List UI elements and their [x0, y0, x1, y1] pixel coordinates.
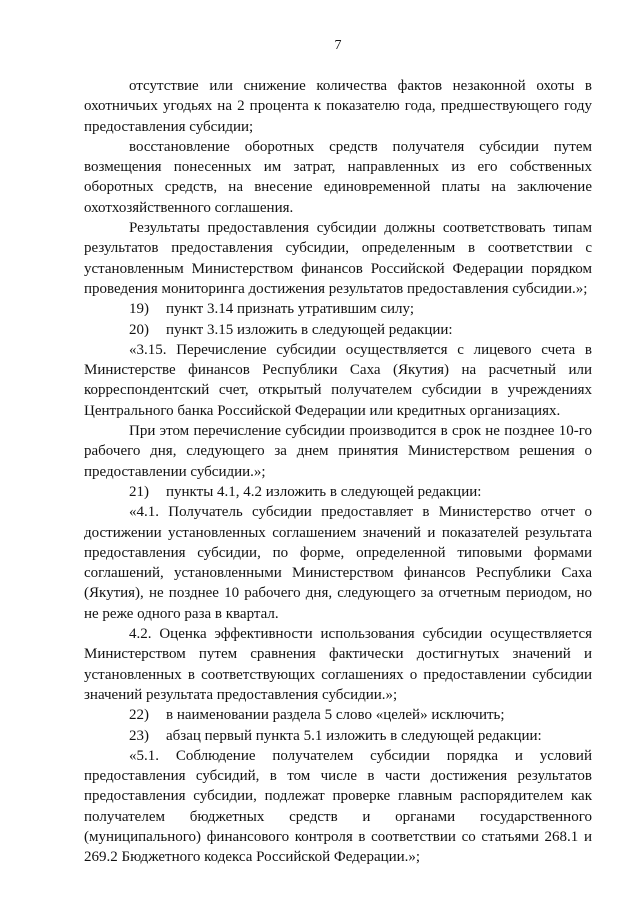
- body-paragraph: «3.15. Перечисление субсидии осуществляется с лицевого счета в Министерстве финансов Республики Саха (Якутия) на расчетный или корреспондентский счет, открытый получателем субсидии в учреждениях Центрального банка Российской Федерации или кредитных организациях.: [84, 341, 592, 419]
- list-item-text: пункт 3.14 признать утратившим силу;: [166, 301, 415, 318]
- body-paragraph: «4.1. Получатель субсидии предоставляет в Министерство отчет о достижении установленных соглашением значений и показателей результата предоставления субсидии, по форме, определенной типовыми формами соглашений, установленными Министерством финансов Республики Саха (Якутия), не позднее 10 рабочего дня, следующего за отчетным периодом, но не реже одного раза в квартал.: [84, 504, 592, 622]
- list-item-number: 20): [129, 321, 149, 338]
- body-paragraph: 4.2. Оценка эффективности использования субсидии осуществляется Министерством путем сравнения фактически достигнутых значений и установленных в соответствующих соглашениях о предоставлении субсидии значений результата предоставления субсидии.»;: [84, 626, 592, 703]
- list-item-text: пункт 3.15 изложить в следующей редакции:: [166, 321, 453, 338]
- list-item: [84, 299, 592, 319]
- body-paragraph: восстановление оборотных средств получателя субсидии путем возмещения понесенных им затрат, направленных из его собственных оборотных средств, на внесение единовременной платы на заключение охотхозяйственного соглашения.: [84, 138, 592, 216]
- body-paragraph: отсутствие или снижение количества фактов незаконной охоты в охотничьих угодьях на 2 процента к показателю года, предшествующего году предоставления субсидии;: [84, 78, 592, 135]
- body-paragraph: Результаты предоставления субсидии должны соответствовать типам результатов предоставления субсидии, определенным в соответствии с установленным Министерством финансов Российской Федерации порядком проведения мониторинга достижения результатов предоставления субсидии.»;: [84, 220, 592, 297]
- list-item-text: в наименовании раздела 5 слово «целей» исключить;: [166, 707, 505, 724]
- body-paragraph: При этом перечисление субсидии производится в срок не позднее 10-го рабочего дня, следующего за днем принятия Министерством решения о предоставлении субсидии.»;: [84, 423, 592, 480]
- document-body: [84, 76, 592, 868]
- list-item-text: пункты 4.1, 4.2 изложить в следующей редакции:: [166, 483, 482, 500]
- list-item-number: 22): [129, 707, 149, 724]
- list-item: [84, 482, 592, 502]
- page-number: 7: [334, 38, 342, 53]
- body-paragraph: «5.1. Соблюдение получателем субсидии порядка и условий предоставления субсидий, в том числе в части достижения результатов предоставления субсидии, подлежат проверке главным распорядителем как получателем бюджетных средств и органами государственного (муниципального) финансового контроля в соответствии со статьями 268.1 и 269.2 Бюджетного кодекса Российской Федерации.»;: [84, 747, 592, 866]
- list-item-number: 23): [129, 727, 149, 744]
- list-item-number: 19): [129, 301, 149, 318]
- list-item: [84, 320, 592, 340]
- list-item: [84, 726, 592, 746]
- list-item: [84, 705, 592, 725]
- list-item-text: абзац первый пункта 5.1 изложить в следующей редакции:: [166, 727, 542, 744]
- list-item-number: 21): [129, 483, 149, 500]
